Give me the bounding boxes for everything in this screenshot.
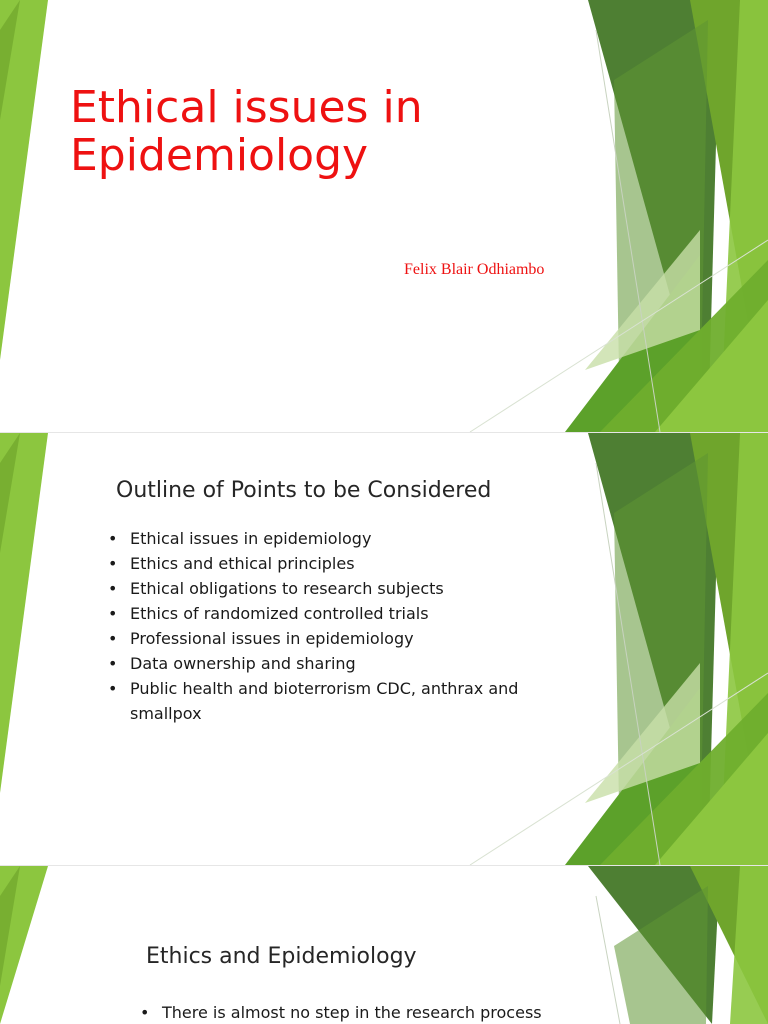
title-line-2: Epidemiology [70, 130, 369, 181]
title-line-1: Ethical issues in [70, 82, 423, 133]
outline-bullet-list [108, 526, 548, 726]
list-item: • Professional issues in epidemiology [108, 626, 548, 651]
author-name: Felix Blair Odhiambo [404, 261, 545, 278]
list-item: • Public health and bioterrorism CDC, anthrax and smallpox [108, 676, 548, 726]
list-item: • Data ownership and sharing [108, 651, 548, 676]
title-slide [0, 0, 768, 432]
list-item: • Ethical obligations to research subjects [108, 576, 548, 601]
outline-slide [0, 433, 768, 865]
ethics-slide [0, 866, 768, 1024]
ethics-bullet-list [140, 1000, 600, 1024]
green-facet-decoration [0, 0, 768, 432]
list-item: • Ethics and ethical principles [108, 551, 548, 576]
presentation-title [70, 84, 423, 180]
list-item: • Ethical issues in epidemiology [108, 526, 548, 551]
list-item: • There is almost no step in the research process [140, 1000, 600, 1024]
ethics-heading: Ethics and Epidemiology [146, 944, 417, 969]
list-item: • Ethics of randomized controlled trials [108, 601, 548, 626]
outline-heading: Outline of Points to be Considered [116, 478, 492, 503]
